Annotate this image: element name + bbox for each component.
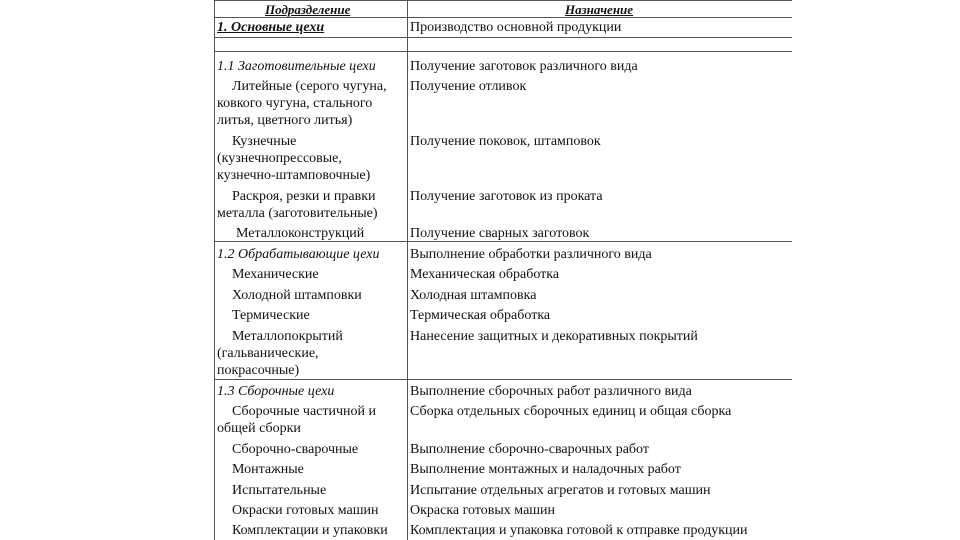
section-purpose: Получение заготовок различного вида	[410, 59, 638, 74]
item-purpose: Получение отливок	[410, 79, 527, 94]
main-dept: 1. Основные цехи	[217, 20, 325, 35]
row-divider	[214, 379, 792, 380]
item-purpose: Получение сварных заготовок	[410, 226, 590, 241]
row-divider	[214, 51, 792, 52]
dept-rest: металла (заготовительные)	[217, 206, 378, 221]
dept-line: Металлопокрытий	[232, 329, 343, 344]
dept-line: Сборочные частичной и	[232, 404, 377, 419]
item-purpose: Комплектация и упаковка готовой к отправке продукции	[410, 523, 748, 538]
item-purpose: Термическая обработка	[410, 308, 551, 323]
section-title: 1.1 Заготовительные цехи	[217, 59, 376, 74]
item-purpose: Сборка отдельных сборочных единиц и общая сборка	[410, 404, 732, 419]
item-purpose: Холодная штамповка	[410, 288, 537, 303]
dept-line: Комплектации и упаковки	[232, 523, 388, 538]
dept-line: Раскроя, резки и правки	[232, 189, 376, 204]
header-purpose: Назначение	[565, 2, 634, 17]
dept-line: Сборочно-сварочные	[232, 442, 359, 457]
dept-line: Испытательные	[232, 483, 327, 498]
dept-line: Окраски готовых машин	[232, 503, 379, 518]
dept-rest: ковкого чугуна, стального литья, цветного литья)	[217, 96, 373, 128]
item-purpose: Механическая обработка	[410, 267, 560, 282]
main-purpose: Производство основной продукции	[410, 20, 622, 35]
header-dept: Подразделение	[265, 2, 351, 17]
dept-line: Литейные (серого чугуна,	[232, 79, 387, 94]
item-purpose: Нанесение защитных и декоративных покрытий	[410, 329, 698, 344]
section-title: 1.3 Сборочные цехи	[217, 384, 335, 399]
dept-line: Кузнечные	[232, 134, 297, 149]
item-purpose: Испытание отдельных агрегатов и готовых машин	[410, 483, 711, 498]
item-purpose: Получение заготовок из проката	[410, 189, 603, 204]
row-divider	[214, 37, 792, 38]
item-purpose: Окраска готовых машин	[410, 503, 556, 518]
item-purpose: Получение поковок, штамповок	[410, 134, 601, 149]
section-title: 1.2 Обрабатывающие цехи	[217, 247, 380, 262]
item-purpose: Выполнение монтажных и наладочных работ	[410, 462, 681, 477]
dept-rest: (кузнечнопрессовые, кузнечно-штамповочные)	[217, 151, 371, 183]
dept-line: Холодной штамповки	[232, 288, 362, 303]
section-purpose: Выполнение сборочных работ различного вида	[410, 384, 692, 399]
section-purpose: Выполнение обработки различного вида	[410, 247, 652, 262]
dept-line: Металлоконструкций	[236, 226, 365, 241]
dept-line: Механические	[232, 267, 319, 282]
dept-line: Термические	[232, 308, 310, 323]
dept-rest: (гальванические, покрасочные)	[217, 346, 319, 378]
dept-line: Монтажные	[232, 462, 304, 477]
dept-rest: общей сборки	[217, 421, 301, 436]
column-divider	[407, 0, 408, 540]
item-purpose: Выполнение сборочно-сварочных работ	[410, 442, 649, 457]
